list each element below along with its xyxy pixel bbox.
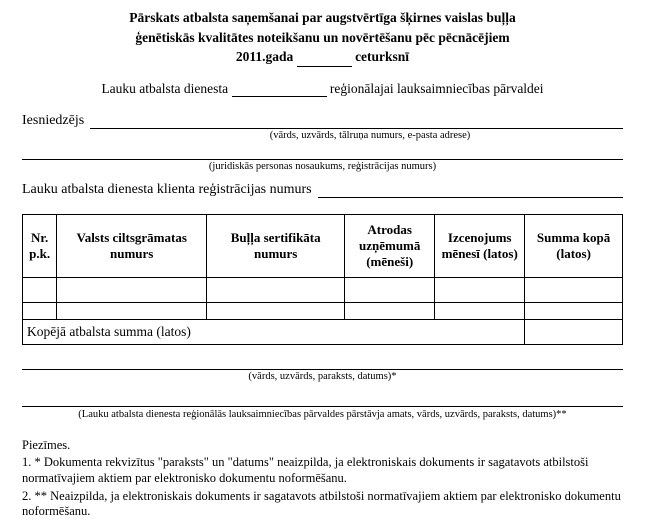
form-title-quarter-word: ceturksnī (355, 49, 410, 65)
recipient-suffix: reģionālajai lauksaimniecības pārvaldei (329, 80, 544, 96)
form-title-line2: ģenētiskās kvalitātes noteikšanu un novērtēšanu pēc pēcnācējiem (135, 29, 510, 45)
form-title-line1: Pārskats atbalsta saņemšanai par augstvērtīga šķirnes vaislas buļļa (129, 10, 516, 25)
table-cell[interactable] (435, 302, 525, 319)
col-header-nr: Nr. p.k. (23, 214, 57, 277)
table-row (23, 302, 623, 319)
table-cell[interactable] (525, 277, 623, 302)
legal-entity-caption: (juridiskās personas nosaukums, reģistrācijas numurs) (208, 160, 437, 172)
form-title-year: 2011.gada (235, 49, 294, 65)
table-cell[interactable] (207, 302, 345, 319)
applicant-signature-caption: (vārds, uzvārds, paraksts, datums)* (248, 370, 397, 382)
client-number-fill-line[interactable] (318, 182, 623, 198)
note-2: 2. ** Neaizpilda, ja elektroniskais dokuments ir sagatavots atbilstoši normatīvajiem aktiem par elektronisko dokumentu noformēšanu. (22, 488, 621, 519)
table-cell[interactable] (23, 302, 57, 319)
recipient-line (22, 81, 623, 97)
total-support-value-cell[interactable] (525, 319, 623, 344)
table-cell[interactable] (207, 277, 345, 302)
table-cell[interactable] (345, 302, 435, 319)
official-signature-line[interactable] (22, 406, 623, 407)
table-row (23, 277, 623, 302)
client-number-row (22, 182, 623, 198)
col-header-herdbook-number: Valsts ciltsgrāmatas numurs (57, 214, 207, 277)
applicant-signature-line[interactable] (22, 369, 623, 370)
table-footer-row (23, 319, 623, 344)
col-header-certificate-number: Buļļa sertifikāta numurs (207, 214, 345, 277)
table-cell[interactable] (525, 302, 623, 319)
table-cell[interactable] (23, 277, 57, 302)
bulls-table (22, 214, 623, 345)
table-cell[interactable] (57, 302, 207, 319)
table-header-row (23, 214, 623, 277)
applicant-row (22, 113, 623, 129)
col-header-months-on-farm: Atrodas uzņēmumā (mēneši) (345, 214, 435, 277)
applicant-label: Iesniedzējs (22, 112, 85, 128)
total-support-label: Kopējā atbalsta summa (latos) (23, 319, 525, 344)
table-cell[interactable] (435, 277, 525, 302)
form-title (22, 8, 623, 67)
col-header-monthly-rate: Izcenojums mēnesī (latos) (435, 214, 525, 277)
notes-heading: Piezīmes. (22, 437, 71, 452)
note-1: 1. * Dokumenta rekvizītus "paraksts" un "datums" neaizpilda, ja elektroniskais dokuments ir sagatavots atbilstoši normatīvajiem aktiem par elektronisko dokumentu noformēšanu. (22, 455, 589, 486)
quarter-blank-field[interactable] (297, 53, 352, 67)
recipient-prefix: Lauku atbalsta dienesta (101, 80, 229, 96)
form-title-line3 (22, 47, 623, 67)
legal-entity-fill-line[interactable] (22, 159, 623, 160)
col-header-total-sum: Summa kopā (latos) (525, 214, 623, 277)
client-number-label: Lauku atbalsta dienesta klienta reģistrācijas numurs (22, 181, 312, 197)
notes-section (22, 438, 623, 520)
table-cell[interactable] (57, 277, 207, 302)
applicant-fill-line[interactable] (90, 113, 623, 129)
official-signature-caption: (Lauku atbalsta dienesta reģionālās lauksaimniecības pārvaldes pārstāvja amats, vārds, uzvārds, paraksts, datums)** (78, 408, 567, 420)
regional-office-blank-field[interactable] (232, 83, 327, 97)
applicant-person-caption: (vārds, uzvārds, tālruņa numurs, e-pasta adrese) (269, 129, 471, 141)
table-cell[interactable] (345, 277, 435, 302)
